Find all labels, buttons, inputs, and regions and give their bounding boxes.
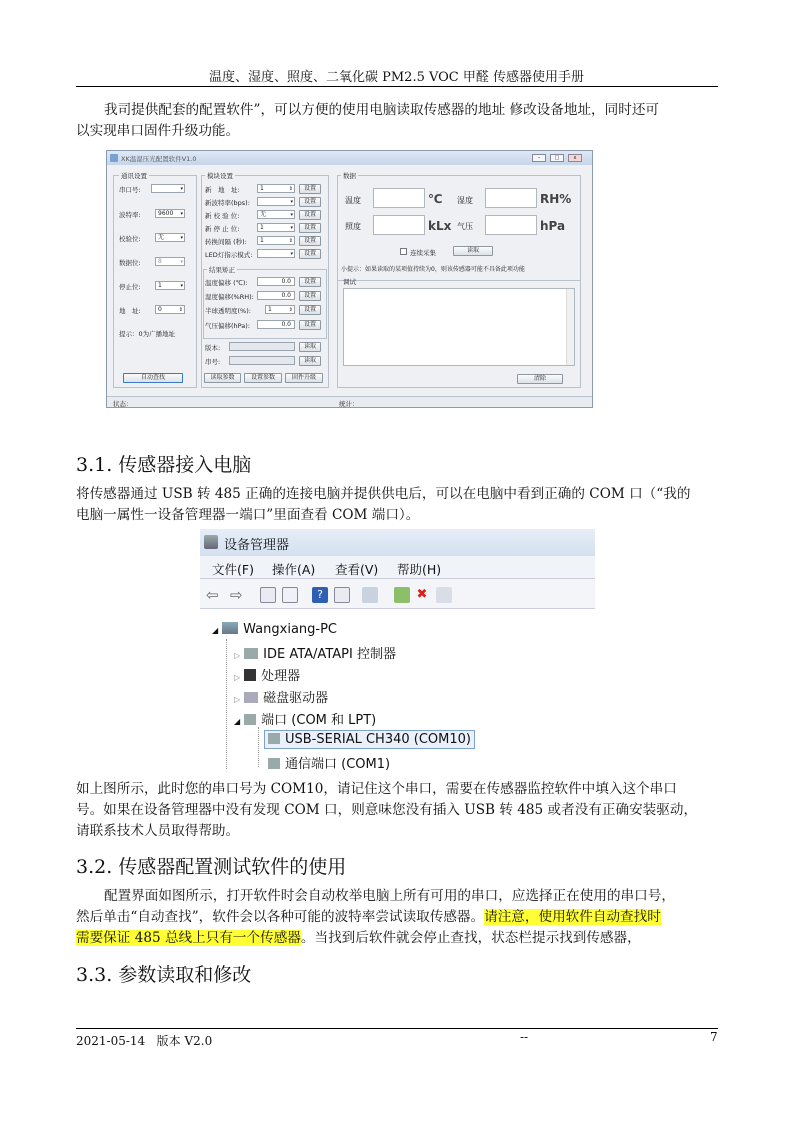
continuous-checkbox[interactable]	[400, 248, 407, 255]
devmgr-app-icon	[204, 535, 218, 549]
menu-help[interactable]: 帮助(H)	[397, 562, 442, 577]
stopbits-select[interactable]: 1 ▾	[155, 281, 185, 290]
baud-label: 波特率:	[119, 211, 141, 219]
section-3-2-line-2	[76, 907, 718, 928]
collapsed-icon: ▷	[234, 651, 241, 660]
forward-arrow-icon[interactable]: ⇨	[230, 586, 243, 604]
menu-file[interactable]: 文件(F)	[212, 562, 254, 577]
new-parity-label: 新 校 验 位:	[205, 212, 240, 220]
debug-scrollbar[interactable]	[566, 289, 574, 365]
address-input[interactable]: 0 ⇕	[155, 305, 185, 314]
port-icon	[244, 714, 256, 725]
read-params-button[interactable]: 读取参数	[204, 373, 241, 383]
temp-offset-input[interactable]: 0.0	[257, 277, 295, 286]
firmware-upgrade-button[interactable]: 固件升级	[285, 373, 323, 383]
tree-item-cpu[interactable]	[234, 665, 300, 684]
details-icon[interactable]	[282, 587, 298, 603]
set-address-button[interactable]: 设置	[299, 184, 321, 194]
set-press-offset-button[interactable]: 设置	[299, 320, 321, 330]
transparency-label: 半球透明度(%):	[205, 307, 251, 315]
window-titlebar	[107, 151, 592, 165]
tree-item-ports[interactable]	[234, 709, 376, 728]
footer-date: 2021-05-14 版本 V2.0	[76, 1034, 213, 1048]
disk-label: 磁盘驱动器	[263, 691, 329, 706]
press-label: 气压	[457, 222, 473, 231]
led-label: LED灯指示模式:	[205, 251, 253, 259]
page-number: 7	[710, 1030, 718, 1044]
new-stop-select[interactable]: 1 ▾	[257, 223, 295, 232]
new-address-label: 新 地 址:	[205, 186, 240, 194]
section-3-1-title: 3.1. 传感器接入电脑	[76, 454, 252, 476]
menu-view[interactable]: 查看(V)	[335, 562, 379, 577]
devmgr-title: 设备管理器	[224, 538, 290, 553]
temp-unit: ℃	[428, 192, 443, 206]
properties-icon[interactable]	[260, 587, 276, 603]
interval-input[interactable]: 1 ⇕	[257, 236, 295, 245]
new-address-input[interactable]: 1 ⇕	[257, 184, 295, 193]
transparency-input[interactable]: 1 ⇕	[265, 305, 295, 314]
expand-icon: ◢	[234, 717, 241, 726]
tree-item-usb-serial[interactable]	[264, 730, 475, 749]
section-3-1-line-2: 电脑一属性一设备管理器一端口”里面查看 COM 端口）。	[76, 507, 420, 523]
usb-serial-label: USB-SERIAL CH340 (COM10)	[285, 732, 471, 747]
status-label: 状态：	[113, 400, 133, 408]
set-temp-offset-button[interactable]: 设置	[299, 277, 321, 287]
disk-icon	[244, 692, 258, 703]
section-3-3-title: 3.3. 参数读取和修改	[76, 964, 252, 986]
press-offset-label: 气压偏移(hPa):	[205, 322, 250, 330]
back-arrow-icon[interactable]: ⇦	[206, 586, 219, 604]
new-parity-select[interactable]: 无 ▾	[257, 210, 295, 219]
scan-icon[interactable]	[362, 587, 378, 603]
root-label: Wangxiang-PC	[243, 622, 338, 637]
new-baud-label: 新波特率(bps):	[205, 199, 250, 207]
intro-line-2: 以实现串口固件升级功能。	[76, 123, 240, 139]
press-value-box	[485, 215, 537, 235]
tree-root[interactable]	[212, 622, 337, 637]
port-icon	[268, 733, 280, 744]
status-bar	[107, 396, 592, 407]
hum-unit: RH%	[540, 192, 572, 206]
address-label: 地 址:	[119, 307, 141, 315]
serial-port-label: 串口号:	[119, 186, 141, 194]
set-transparency-button[interactable]: 设置	[299, 305, 321, 315]
auto-find-button[interactable]: 自动查找	[123, 373, 183, 383]
after-line-1: 如上图所示，此时您的串口号为 COM10，请记住这个串口，需要在传感器监控软件中填入这个串口	[76, 781, 677, 797]
hum-offset-input[interactable]: 0.0	[257, 291, 295, 300]
computer-icon	[222, 622, 238, 634]
expand-icon: ◢	[212, 626, 219, 635]
uninstall-icon[interactable]: ✖	[416, 587, 428, 602]
com1-label: 通信端口 (COM1)	[285, 757, 391, 772]
press-offset-input[interactable]: 0.0	[257, 320, 295, 329]
debug-label: 调试	[343, 278, 356, 286]
after-line-2: 号。如果在设备管理器中没有发现 COM 口，则意味您没有插入 USB 转 485 或者没有正确安装驱动，	[76, 802, 698, 818]
minimize-icon[interactable]: –	[532, 154, 546, 162]
stopbits-label: 停止位:	[119, 283, 141, 291]
set-params-button[interactable]: 设置参数	[244, 373, 282, 383]
hum-value-box	[485, 188, 537, 208]
parity-select[interactable]: 无 ▾	[155, 233, 185, 242]
set-baud-button[interactable]: 设置	[299, 197, 321, 207]
line2-plain: 然后单击“自动查找”，软件会以各种可能的波特率尝试读取传感器。	[76, 909, 485, 925]
footer-rule	[76, 1028, 718, 1029]
ide-label: IDE ATA/ATAPI 控制器	[263, 647, 396, 662]
update-driver-icon[interactable]	[394, 587, 410, 603]
led-select[interactable]: ▾	[257, 249, 295, 258]
continuous-label: 连续采集	[410, 249, 436, 257]
line3-highlight: 需要保证 485 总线上只有一个传感器	[76, 930, 301, 946]
set-parity-button[interactable]: 设置	[299, 210, 321, 220]
broadcast-hint: 提示：0为广播地址	[119, 330, 176, 338]
lux-value-box	[373, 215, 425, 235]
module-group-label: 模块设置	[207, 172, 233, 180]
devmgr-titlebar	[200, 529, 595, 556]
set-stop-button[interactable]: 设置	[299, 223, 321, 233]
cpu-icon	[244, 669, 256, 681]
tree-guide	[226, 639, 227, 769]
interval-label: 转换间隔 (秒):	[205, 238, 247, 246]
after-line-3: 请联系技术人员取得帮助。	[76, 823, 240, 839]
devmgr-menubar	[200, 556, 595, 579]
section-3-2-title: 3.2. 传感器配置测试软件的使用	[76, 856, 347, 878]
set-led-button[interactable]: 设置	[299, 249, 321, 259]
section-3-1-line-1: 将传感器通过 USB 转 485 正确的连接电脑并提供供电后，可以在电脑中看到正确的 COM 口（“我的	[76, 486, 691, 502]
new-baud-select[interactable]: ▾	[257, 197, 295, 206]
footer-version: 版本 V2.0	[156, 1034, 213, 1048]
lux-unit: kLx	[428, 219, 452, 233]
calibration-group-label: 结果矫正	[209, 266, 235, 274]
comm-group-label: 通讯设置	[121, 172, 147, 180]
parity-label: 校验位:	[119, 235, 141, 243]
app-icon	[110, 154, 118, 162]
baud-select[interactable]: 9600 ▾	[155, 209, 185, 218]
data-group-label: 数据	[343, 172, 356, 180]
ports-label: 端口 (COM 和 LPT)	[261, 713, 377, 728]
temp-offset-label: 温度偏移 (℃):	[205, 279, 248, 287]
hum-offset-label: 湿度偏移(%RH):	[205, 293, 254, 301]
maximize-icon[interactable]: □	[550, 154, 564, 162]
section-3-2-line-1: 配置界面如图所示，打开软件时会自动枚举电脑上所有可用的串口，应选择正在使用的串口号，	[104, 888, 675, 904]
header-rule	[76, 86, 718, 87]
collapsed-icon: ▷	[234, 695, 241, 704]
cpu-label: 处理器	[261, 669, 301, 684]
version-label: 版本:	[205, 344, 221, 352]
press-unit: hPa	[540, 219, 566, 233]
enable-icon[interactable]	[436, 587, 452, 603]
read-data-button[interactable]: 读取	[453, 246, 493, 256]
lux-label: 照度	[345, 222, 361, 231]
serial-no-label: 串号:	[205, 358, 221, 366]
hum-label: 湿度	[457, 196, 473, 205]
serial-port-select[interactable]: ▾	[151, 184, 185, 193]
ide-icon	[244, 648, 258, 659]
device-manager-window	[200, 529, 595, 776]
clear-button[interactable]: 清除	[517, 374, 563, 384]
debug-textarea[interactable]	[343, 288, 575, 366]
tip-text: 小提示：如果读取的某项值持续为0，则该传感器可能不具备此项功能	[341, 266, 525, 273]
page-header: 温度、湿度、照度、二氧化碳 PM2.5 VOC 甲醛 传感器使用手册	[208, 70, 585, 85]
help-icon[interactable]: ?	[312, 587, 328, 603]
port-icon	[268, 758, 280, 769]
line2-highlight: 请注意，使用软件自动查找时	[484, 909, 661, 925]
databits-label: 数据位:	[119, 259, 141, 267]
set-hum-offset-button[interactable]: 设置	[299, 291, 321, 301]
read-version-button[interactable]: 读取	[299, 342, 321, 352]
close-icon[interactable]: x	[568, 154, 582, 162]
tree-guide-ports	[258, 727, 259, 767]
line3-plain: 。当找到后软件就会停止查找，状态栏提示找到传感器，	[300, 930, 641, 946]
footer-mid: --	[520, 1030, 529, 1044]
view-icon[interactable]	[334, 587, 350, 603]
tree-item-disk[interactable]	[234, 687, 328, 706]
tree-item-ide[interactable]	[234, 643, 396, 662]
databits-select[interactable]: 8 ▾	[155, 257, 185, 266]
window-title: XK温湿压光配置软件V1.0	[121, 155, 197, 163]
temp-value-box	[373, 188, 425, 208]
new-stop-label: 新 停 止 位:	[205, 225, 240, 233]
intro-line-1: 我司提供配套的配置软件”，可以方便的使用电脑读取传感器的地址 修改设备地址，同时还可	[104, 102, 660, 118]
tree-item-com1[interactable]	[268, 753, 390, 772]
stats-label: 统计：	[339, 400, 359, 408]
read-serial-button[interactable]: 读取	[299, 356, 321, 366]
temp-label: 温度	[345, 196, 361, 205]
config-software-window	[106, 150, 593, 408]
set-interval-button[interactable]: 设置	[299, 236, 321, 246]
version-field	[229, 342, 295, 351]
section-3-2-line-3	[76, 928, 718, 949]
serial-no-field	[229, 356, 295, 365]
menu-action[interactable]: 操作(A)	[272, 562, 316, 577]
collapsed-icon: ▷	[234, 673, 241, 682]
